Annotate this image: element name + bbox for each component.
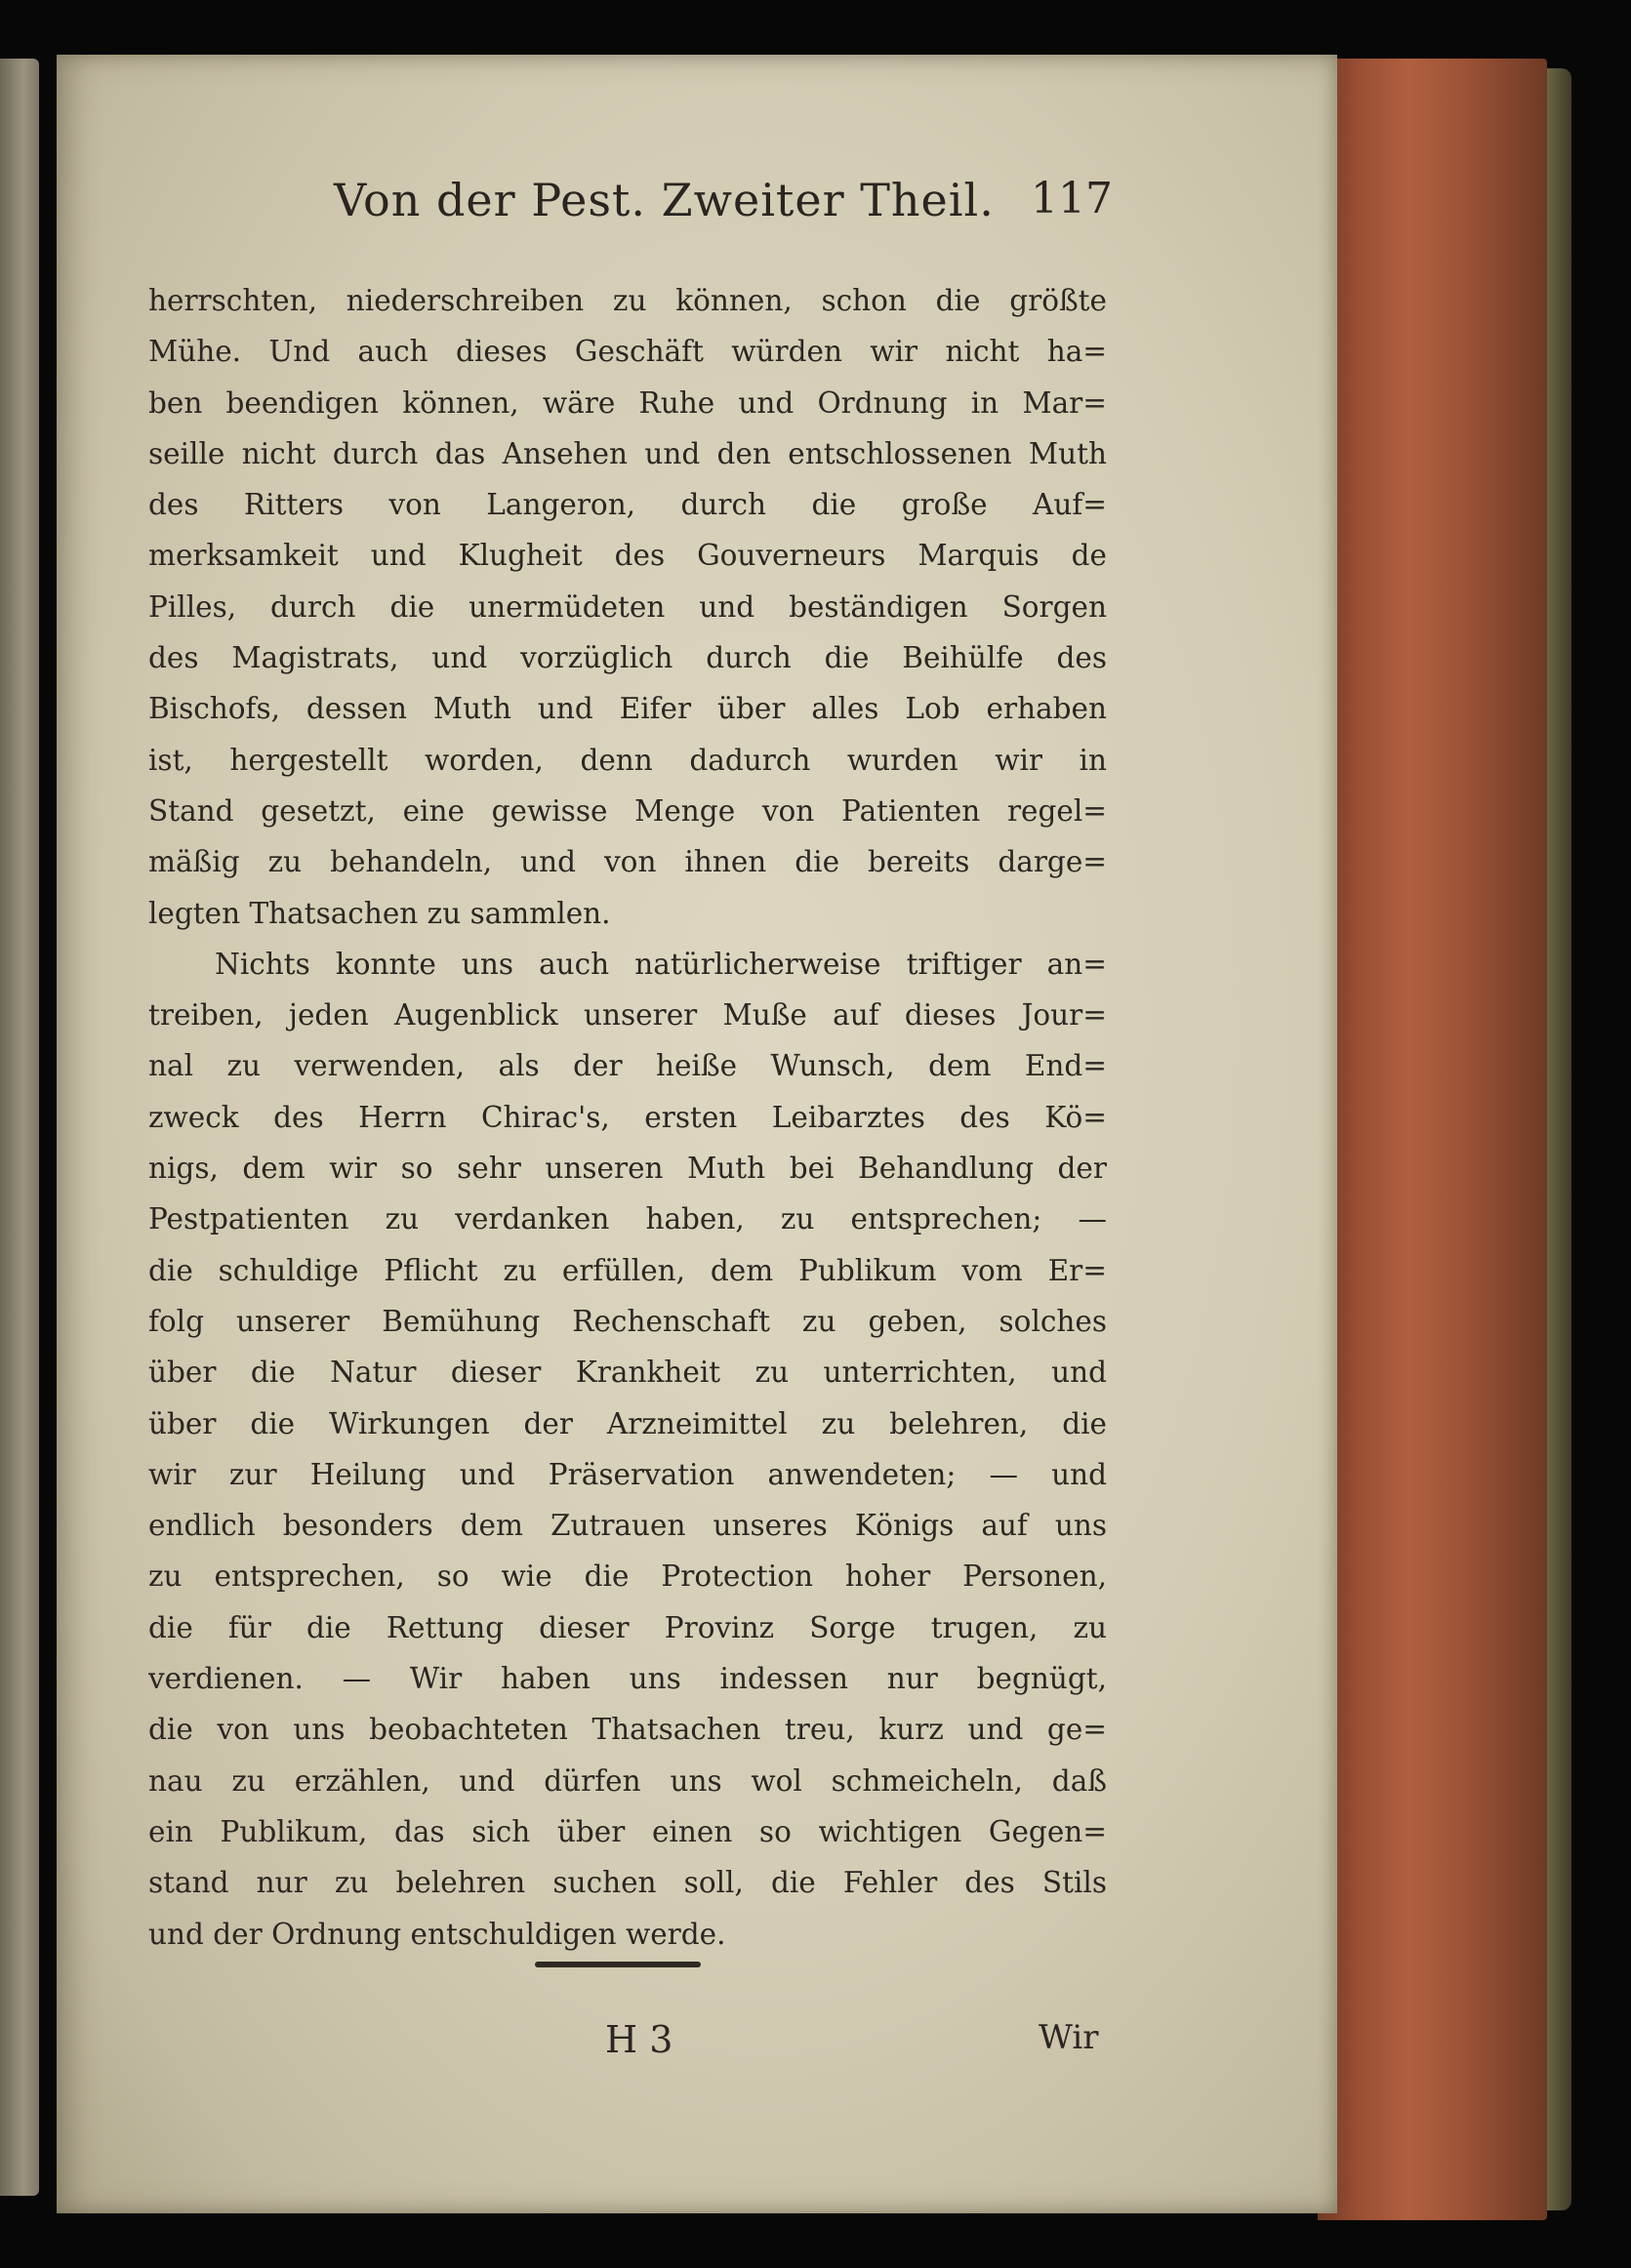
section-divider (535, 1962, 701, 1967)
text-line: nal zu verwenden, als der heiße Wunsch, dem End= (148, 1049, 1107, 1083)
text-line: merksamkeit und Klugheit des Gouverneurs Marquis de (148, 539, 1107, 573)
text-line: mäßig zu behandeln, und von ihnen die bereits darge= (148, 845, 1107, 879)
text-line: zweck des Herrn Chirac's, ersten Leibarztes des Kö= (148, 1100, 1107, 1134)
text-line: ben beendigen können, wäre Ruhe und Ordnung in Mar= (148, 385, 1107, 420)
text-line: treiben, jeden Augenblick unserer Muße auf dieses Jour= (148, 998, 1107, 1033)
text-line: Bischofs, dessen Muth und Eifer über alles Lob erhaben (148, 692, 1107, 726)
text-line: herrschten, niederschreiben zu können, schon die größte (148, 284, 1107, 317)
body-text (148, 275, 1107, 1960)
text-line: verdienen. — Wir haben uns indessen nur begnügt, (148, 1662, 1107, 1696)
text-line: Stand gesetzt, eine gewisse Menge von Patienten regel= (148, 793, 1107, 828)
text-line: seille nicht durch das Ansehen und den entschlossenen Muth (148, 436, 1107, 470)
text-line: Pilles, durch die unermüdeten und beständigen Sorgen (148, 589, 1107, 624)
text-line: folg unserer Bemühung Rechenschaft zu geben, solches (148, 1304, 1107, 1338)
text-line: Pestpatienten zu verdanken haben, zu entsprechen; — (148, 1202, 1107, 1236)
text-line: Nichts konnte uns auch natürlicherweise triftiger an= (215, 947, 1107, 981)
text-line: die schuldige Pflicht zu erfüllen, dem Publikum vom Er= (148, 1253, 1107, 1287)
text-line: nau zu erzählen, und dürfen uns wol schmeicheln, daß (148, 1763, 1107, 1798)
text-line: zu entsprechen, so wie die Protection hoher Personen, (148, 1559, 1107, 1594)
text-line: ein Publikum, das sich über einen so wichtigen Gegen= (148, 1814, 1107, 1848)
text-line: die für die Rettung dieser Provinz Sorge trugen, zu (148, 1610, 1107, 1644)
text-line: endlich besonders dem Zutrauen unseres Königs auf uns (148, 1509, 1107, 1543)
signature-mark: H 3 (605, 2018, 673, 2061)
previous-page-edge (0, 59, 39, 2196)
text-line: über die Natur dieser Krankheit zu unterrichten, und (148, 1356, 1107, 1390)
text-line: Mühe. Und auch dieses Geschäft würden wir nicht ha= (148, 335, 1107, 369)
text-line: über die Wirkungen der Arzneimittel zu belehren, die (148, 1406, 1107, 1440)
book-page-edges (1318, 59, 1547, 2220)
text-line: des Magistrats, und vorzüglich durch die Beihülfe des (148, 641, 1107, 675)
page-header (264, 174, 1113, 242)
text-line: wir zur Heilung und Präservation anwendeten; — und (148, 1457, 1107, 1491)
text-line: die von uns beobachteten Thatsachen treu, kurz und ge= (148, 1713, 1107, 1747)
catchword: Wir (1039, 2018, 1099, 2057)
text-line: legten Thatsachen zu sammlen. (148, 896, 611, 930)
page-number: 117 (1031, 174, 1113, 223)
running-title: Von der Pest. Zweiter Theil. (334, 174, 995, 226)
text-line: ist, hergestellt worden, denn dadurch wurden wir in (148, 743, 1107, 777)
text-line: nigs, dem wir so sehr unseren Muth bei Behandlung der (148, 1152, 1107, 1186)
text-line: des Ritters von Langeron, durch die große Auf= (148, 488, 1107, 522)
text-line: stand nur zu belehren suchen soll, die Fehler des Stils (148, 1866, 1107, 1900)
text-line: und der Ordnung entschuldigen werde. (148, 1917, 726, 1951)
